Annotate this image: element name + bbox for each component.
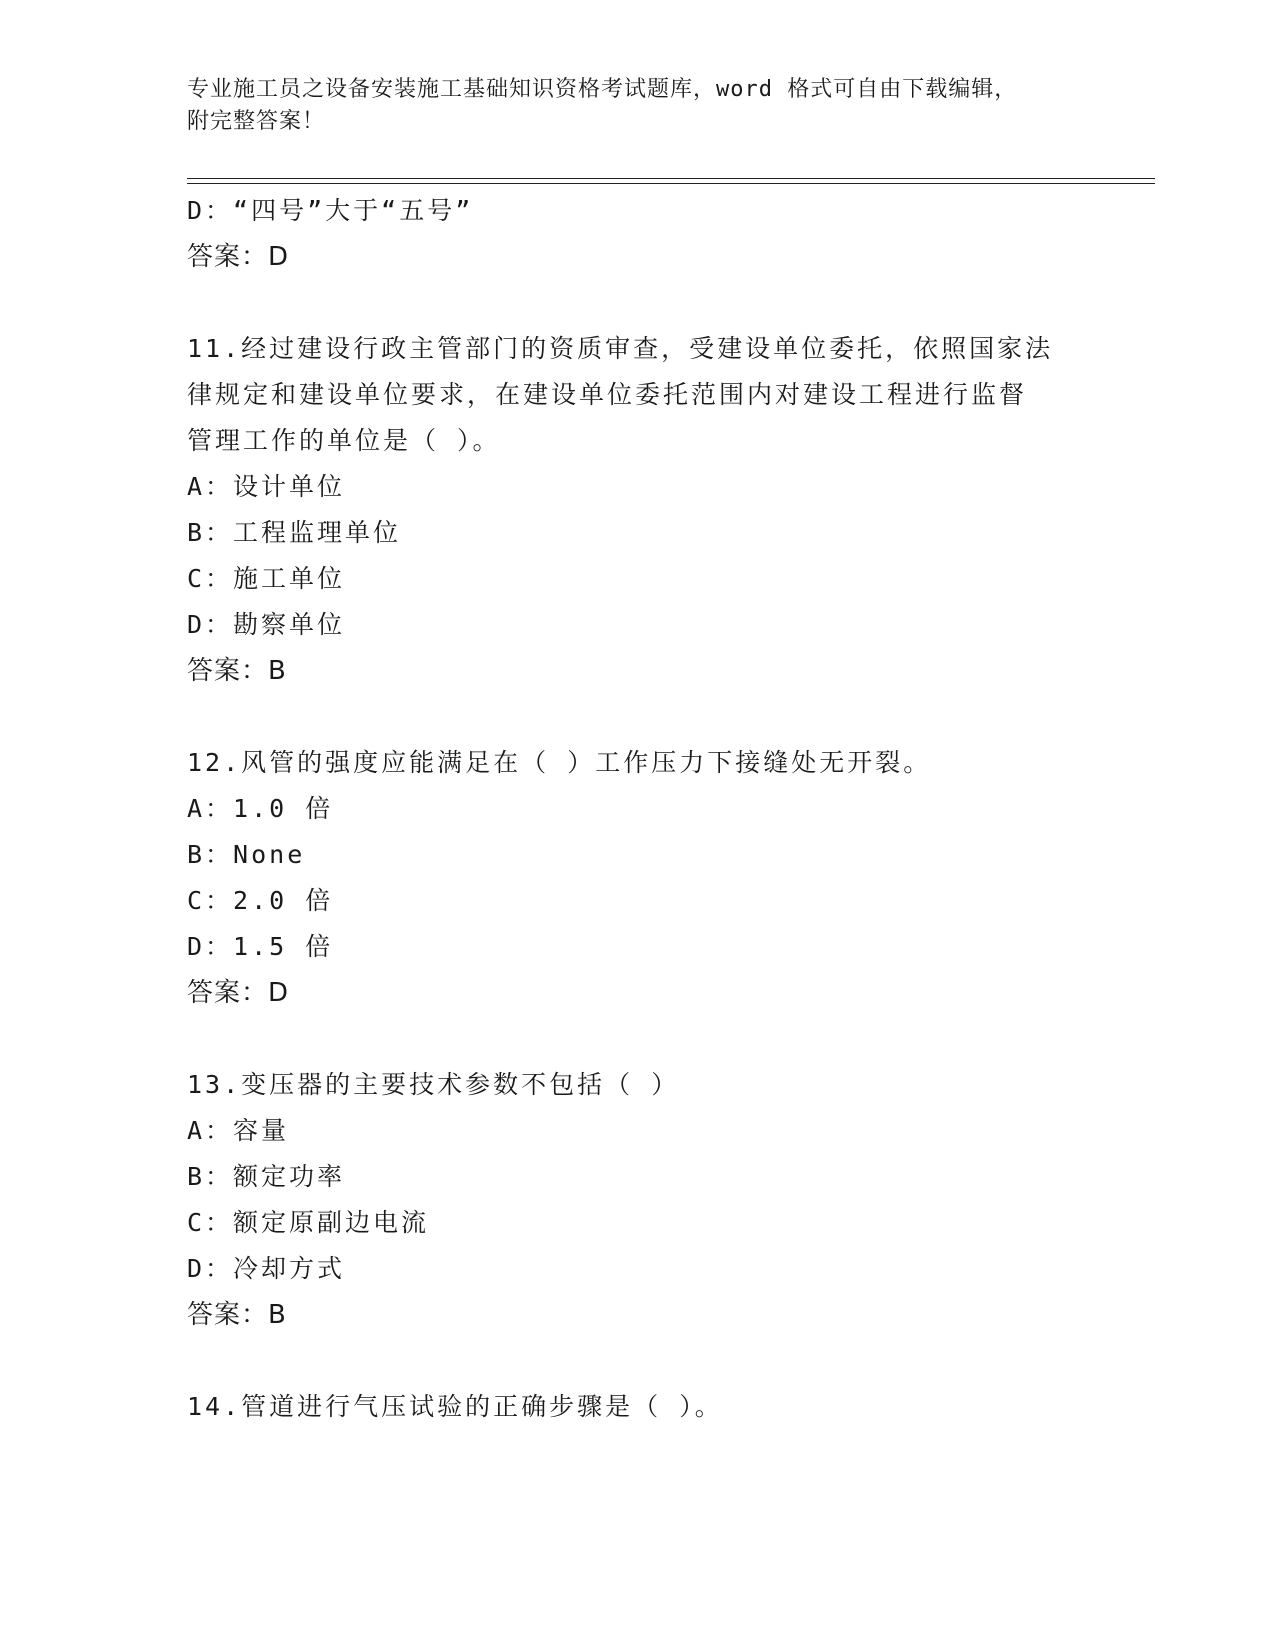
option-c: C：额定原副边电流 bbox=[187, 1208, 430, 1237]
option-d: D：勘察单位 bbox=[187, 610, 346, 639]
question-text-line: 14.管道进行气压试验的正确步骤是（ ）。 bbox=[187, 1392, 723, 1421]
question-13 bbox=[187, 1062, 1087, 1338]
spacer bbox=[187, 694, 1087, 740]
answer-line: 答案：D bbox=[187, 242, 290, 272]
answer-line: 答案：B bbox=[187, 1300, 287, 1330]
question-11 bbox=[187, 326, 1087, 694]
answer-line: 答案：D bbox=[187, 978, 290, 1008]
question-text-line: 律规定和建设单位要求，在建设单位委托范围内对建设工程进行监督 bbox=[187, 380, 1028, 409]
header-divider-bottom bbox=[187, 183, 1155, 184]
spacer bbox=[187, 1016, 1087, 1062]
previous-question-fragment bbox=[187, 188, 1087, 280]
option-a: A：设计单位 bbox=[187, 472, 346, 501]
document-header bbox=[187, 74, 1087, 138]
answer-line: 答案：B bbox=[187, 656, 287, 686]
option-d: D：1.5 倍 bbox=[187, 932, 334, 961]
option-b: B：工程监理单位 bbox=[187, 518, 402, 547]
question-text-line: 13.变压器的主要技术参数不包括（ ） bbox=[187, 1070, 680, 1099]
question-text-line: 12.风管的强度应能满足在（ ）工作压力下接缝处无开裂。 bbox=[187, 748, 932, 777]
question-text-line: 11.经过建设行政主管部门的资质审查，受建设单位委托，依照国家法 bbox=[187, 334, 1054, 363]
question-14 bbox=[187, 1384, 1087, 1430]
option-a: A：1.0 倍 bbox=[187, 794, 334, 823]
option-b: B：None bbox=[187, 840, 306, 869]
option-c: C：2.0 倍 bbox=[187, 886, 334, 915]
option-c: C：施工单位 bbox=[187, 564, 346, 593]
option-a: A：容量 bbox=[187, 1116, 290, 1145]
spacer bbox=[187, 280, 1087, 326]
question-list bbox=[187, 188, 1087, 1430]
header-line-2: 附完整答案！ bbox=[187, 109, 326, 134]
spacer bbox=[187, 1338, 1087, 1384]
header-divider-top bbox=[187, 178, 1155, 179]
option-d: D：“四号”大于“五号” bbox=[187, 196, 474, 225]
header-line-1: 专业施工员之设备安装施工基础知识资格考试题库，word 格式可自由下载编辑， bbox=[187, 77, 1018, 102]
question-12 bbox=[187, 740, 1087, 1016]
option-b: B：额定功率 bbox=[187, 1162, 346, 1191]
question-text-line: 管理工作的单位是（ ）。 bbox=[187, 426, 501, 455]
option-d: D：冷却方式 bbox=[187, 1254, 346, 1283]
